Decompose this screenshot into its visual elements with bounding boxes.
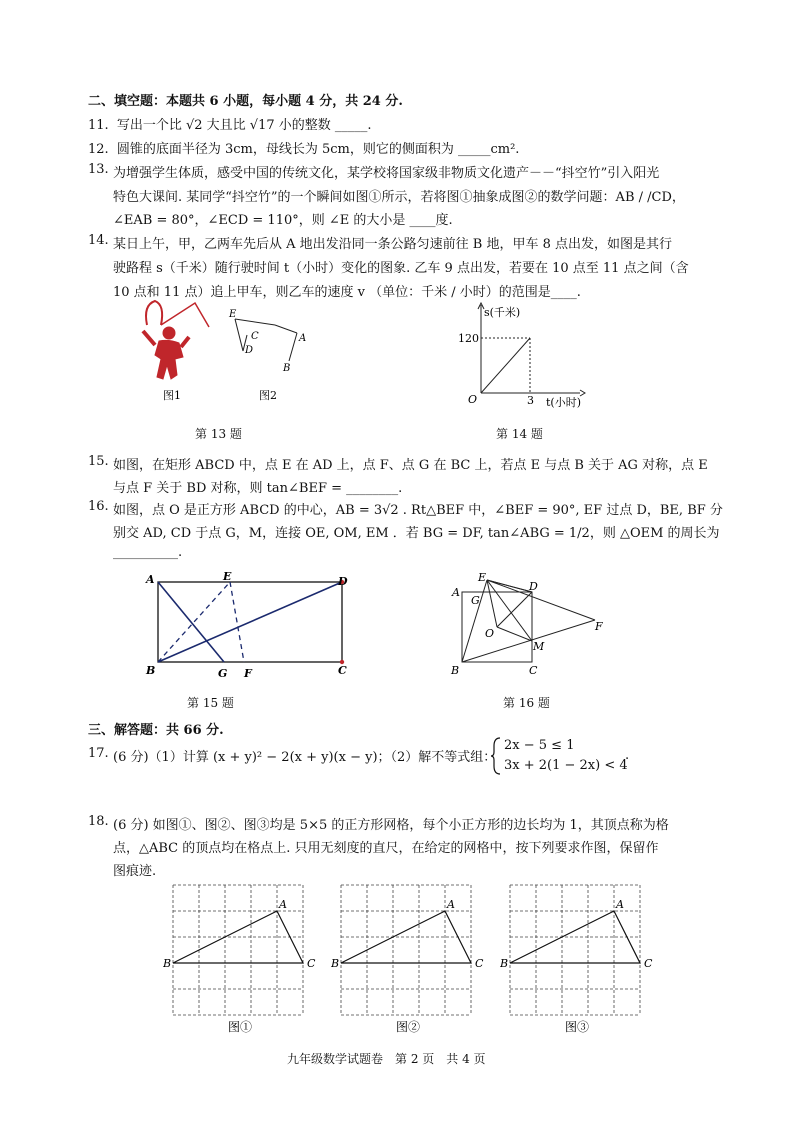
section3-header: 三、解答题：共 66 分. xyxy=(88,723,224,738)
segment-EF xyxy=(230,582,244,662)
q13-line-1: 为增强学生体质，感受中国的传统文化，某学校将国家级非物质文化遗产－－“抖空竹”引入阳光 xyxy=(113,166,660,181)
q15-line-1: 如图，在矩形 ABCD 中，点 E 在 AD 上，点 F、点 G 在 BC 上，若点 E 与点 B 关于 AG 对称，点 E xyxy=(113,458,708,473)
q16-line-3: __________. xyxy=(113,545,183,560)
fig16-point-O: O xyxy=(485,627,495,640)
q18-line-3: 图痕迹. xyxy=(113,864,157,879)
q16-line-1: 如图，点 O 是正方形 ABCD 的中心，AB = 3√2 . Rt△BEF 中，∠BEF = 90°, EF 过点 D，BE, BF 分 xyxy=(113,503,723,518)
grid-point-A: A xyxy=(279,898,287,911)
segment-BF xyxy=(462,620,595,662)
segment-ED xyxy=(487,580,532,592)
grid-point-B: B xyxy=(500,957,509,970)
fig14-ylabel: s(千米) xyxy=(484,306,521,319)
q15-line-2: 与点 F 关于 BD 对称，则 tan∠BEF = ________. xyxy=(113,481,403,496)
q14-number: 14. xyxy=(88,233,109,248)
diagonal-BD xyxy=(158,582,342,662)
q14-line-3: 10 点和 11 点）追上甲车，则乙车的速度 v （单位：千米 / 小时）的范围是____. xyxy=(113,285,581,300)
fig15-point-G: G xyxy=(218,667,228,680)
q16-line-2: 别交 AD, CD 于点 G，M，连接 OE, OM, EM ．若 BG = DF, tan∠ABG = 1/2，则 △OEM 的周长为 xyxy=(113,526,720,541)
fig13-point-A: A xyxy=(299,333,307,344)
segment-EF xyxy=(487,580,595,620)
grid-figure-1 xyxy=(163,883,323,1037)
fig14-xlabel: t(小时) xyxy=(546,396,582,409)
fig13-point-C: C xyxy=(251,331,259,342)
q14-line-1: 某日上午，甲，乙两车先后从 A 地出发沿同一条公路匀速前往 B 地，甲车 8 点出发，如图是其行 xyxy=(113,237,673,252)
q18-line-2: 点，△ABC 的顶点均在格点上. 只用无刻度的直尺，在给定的网格中，按下列要求作图，保留作 xyxy=(113,841,659,856)
fig15-point-B: B xyxy=(146,664,156,677)
q11: 11. 写出一个比 √2 大且比 √17 小的整数 _____. xyxy=(88,118,372,133)
fig14-x-tick: 3 xyxy=(527,394,534,407)
fig15-point-F: F xyxy=(244,667,252,680)
distance-line xyxy=(481,338,530,393)
system-brace xyxy=(490,736,502,776)
grid-label: 图② xyxy=(396,1020,421,1034)
fig13-label-1: 图1 xyxy=(163,389,181,402)
fig16-point-G: G xyxy=(471,594,480,607)
q16-number: 16. xyxy=(88,499,109,514)
fig13-point-B: B xyxy=(283,363,291,374)
q18-number: 18. xyxy=(88,814,109,829)
section2-header: 二、填空题：本题共 6 小题，每小题 4 分，共 24 分. xyxy=(88,94,403,109)
q14-line-2: 驶路程 s（千米）随行驶时间 t（小时）变化的图象. 乙车 9 点出发，若要在 10 点至 11 点之间（含 xyxy=(113,261,689,276)
segment-AG xyxy=(158,582,224,662)
fig13-point-D: D xyxy=(245,345,254,356)
fig14-origin: O xyxy=(468,393,478,406)
grid-point-C: C xyxy=(475,957,484,970)
fig13-label-2: 图2 xyxy=(259,389,277,402)
q15-number: 15. xyxy=(88,454,109,469)
q17-number: 17. xyxy=(88,746,109,761)
inequality-system xyxy=(490,736,630,776)
fig14-caption: 第 14 题 xyxy=(496,427,543,441)
fig16-point-C: C xyxy=(529,664,538,677)
figure-13 xyxy=(125,295,325,405)
grid-point-B: B xyxy=(331,957,340,970)
fig16-point-E: E xyxy=(478,571,487,584)
grid-label: 图③ xyxy=(565,1020,590,1034)
grid-label: 图① xyxy=(228,1020,253,1034)
q13-number: 13. xyxy=(88,162,109,177)
fig15-point-C: C xyxy=(338,664,347,677)
grid-figure-3 xyxy=(500,883,660,1037)
fig16-caption: 第 16 题 xyxy=(503,696,550,710)
fig14-y-tick: 120 xyxy=(458,332,479,345)
q17-text: (6 分)（1）计算 (x + y)² − 2(x + y)(x − y)；（2）解不等式组： xyxy=(113,750,497,765)
fig13-caption: 第 13 题 xyxy=(195,427,242,441)
grid-point-C: C xyxy=(644,957,653,970)
segment-DO xyxy=(497,592,532,627)
figure-14-graph xyxy=(450,300,590,415)
diabolo-player-illustration xyxy=(143,301,209,379)
grid-point-A: A xyxy=(616,898,624,911)
figure-16-square xyxy=(445,570,615,682)
grid-point-A: A xyxy=(447,898,455,911)
grid-point-C: C xyxy=(307,957,316,970)
q13-line-3: ∠EAB = 80°，∠ECD = 110°，则 ∠E 的大小是 ____度. xyxy=(113,213,453,228)
fig16-point-M: M xyxy=(533,640,545,653)
q13-line-2: 特色大课间. 某同学“抖空竹”的一个瞬间如图①所示，若将图①抽象成图②的数学问题：AB / /CD， xyxy=(113,190,685,205)
inequality-2: 3x + 2(1 − 2x) < 4 xyxy=(504,758,628,773)
page-footer: 九年级数学试题卷 第 2 页 共 4 页 xyxy=(287,1052,486,1066)
fig15-point-D: D xyxy=(338,575,348,588)
q17-end: . xyxy=(625,748,630,763)
grid-figure-2 xyxy=(331,883,491,1037)
grid-point-B: B xyxy=(163,957,172,970)
fig16-point-F: F xyxy=(595,620,603,633)
fig15-caption: 第 15 题 xyxy=(187,696,234,710)
inequality-1: 2x − 5 ≤ 1 xyxy=(504,738,575,753)
fig13-point-E: E xyxy=(229,309,237,320)
fig15-point-E: E xyxy=(223,570,232,583)
q18-line-1: (6 分) 如图①、图②、图③均是 5×5 的正方形网格，每个小正方形的边长均为 1，其顶点称为格 xyxy=(113,818,669,833)
fig16-point-B: B xyxy=(451,664,460,677)
fig16-point-A: A xyxy=(452,586,460,599)
q12: 12. 圆锥的底面半径为 3cm，母线长为 5cm，则它的侧面积为 _____cm². xyxy=(88,142,520,157)
figure-15-rectangle xyxy=(140,570,360,682)
fig15-point-A: A xyxy=(146,573,155,586)
fig16-point-D: D xyxy=(529,580,538,593)
